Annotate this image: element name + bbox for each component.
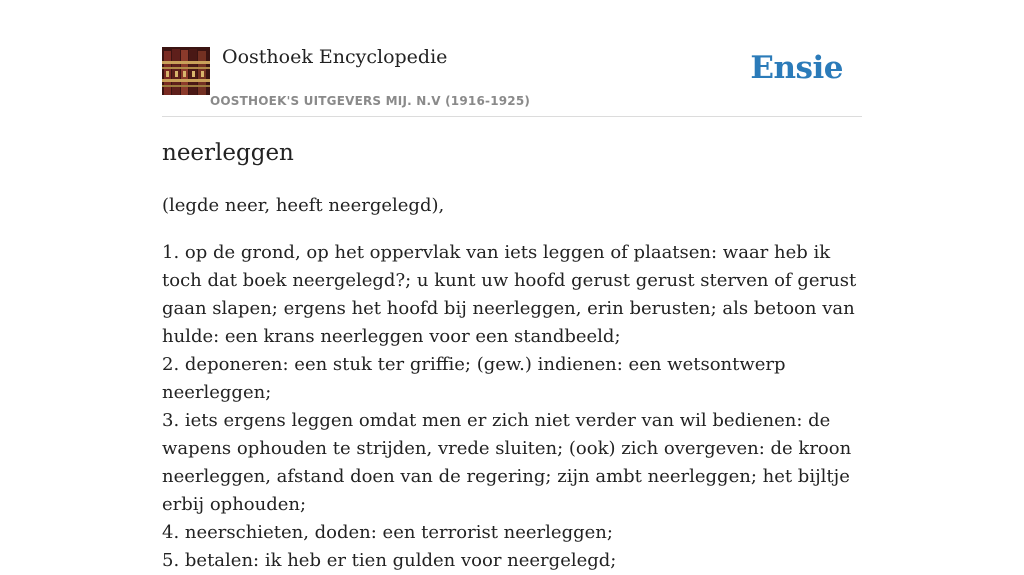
definition-item: 4. neerschieten, doden: een terrorist neerleggen; xyxy=(162,522,613,543)
definition-item: 3. iets ergens leggen omdat men er zich niet verder van wil bedienen: de wapens ophouden te strijden, vrede sluiten; (ook) zich overgeven: de kroon neerleggen, afstand doen van de regering; zijn ambt neerleggen; het bijltje erbij ophouden; xyxy=(162,410,852,515)
definition-item: 5. betalen: ik heb er tien gulden voor neergelegd; xyxy=(162,550,617,571)
brand-logo[interactable]: Ensie xyxy=(750,50,843,86)
source-name-link[interactable]: Oosthoek Encyclopedie xyxy=(222,46,448,68)
publisher-label: OOSTHOEK'S UITGEVERS MIJ. N.V (1916-1925) xyxy=(210,94,531,108)
entry-headword: neerleggen xyxy=(162,140,294,166)
page-container xyxy=(162,0,862,571)
definition-item: 2. deponeren: een stuk ter griffie; (gew.) indienen: een wetsontwerp neerleggen; xyxy=(162,354,786,403)
entry-grammar: (legde neer, heeft neergelegd), xyxy=(162,195,445,216)
definition-item: 1. op de grond, op het oppervlak van iets leggen of plaatsen: waar heb ik toch dat boek neergelegd?; u kunt uw hoofd gerust gerust sterven of gerust gaan slapen; ergens het hoofd bij neerleggen, erin berusten; als betoon van hulde: een krans neerleggen voor een standbeeld; xyxy=(162,242,857,347)
entry-definitions xyxy=(162,239,862,575)
book-spines-icon[interactable] xyxy=(162,47,210,95)
source-header xyxy=(162,0,862,117)
